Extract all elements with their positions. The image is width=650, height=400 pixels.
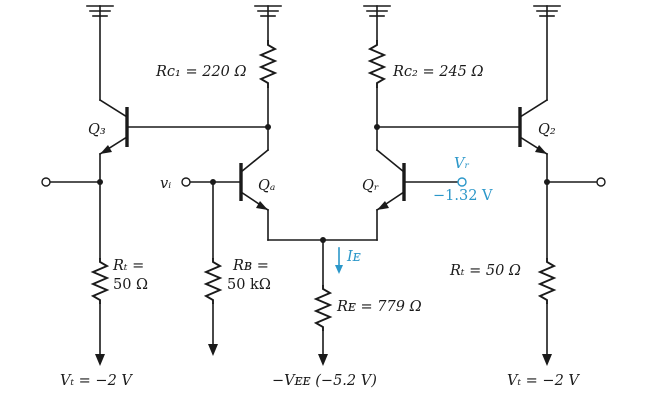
label-vr: Vᵣ	[454, 156, 470, 172]
arrow-down-vt-left	[95, 354, 105, 366]
label-qr: Qᵣ	[362, 178, 379, 194]
current-arrow-ie	[335, 248, 343, 274]
arrow-down-rb	[208, 344, 218, 356]
resistor-rb	[206, 258, 220, 304]
resistor-re	[316, 285, 330, 331]
label-ie: Iᴇ	[347, 249, 361, 265]
input-terminal-vi	[182, 178, 190, 186]
label-q2: Q₂	[538, 122, 556, 138]
output-terminal-right	[597, 178, 605, 186]
label-rt-right: Rₜ = 50 Ω	[450, 263, 521, 279]
resistor-rc2	[370, 40, 384, 88]
transistor-q2	[377, 100, 547, 154]
label-rt-left-name: Rₜ =	[113, 258, 145, 274]
label-vt-left: Vₜ = −2 V	[60, 373, 132, 389]
resistor-rt-left	[93, 258, 107, 304]
arrow-down-vt-right	[542, 354, 552, 366]
label-vi: vᵢ	[160, 176, 172, 192]
ground-symbol-rc2	[364, 6, 390, 40]
label-vr-value: −1.32 V	[433, 188, 493, 204]
label-vee: −Vᴇᴇ (−5.2 V)	[272, 373, 377, 389]
label-q3: Q₃	[88, 122, 106, 138]
ground-symbol-q3	[87, 6, 113, 100]
label-rb-name: Rʙ =	[233, 258, 269, 274]
ground-symbol-q2	[534, 6, 560, 100]
resistor-rt-right	[540, 258, 554, 304]
transistor-q3	[100, 100, 268, 154]
reference-terminal-vr	[458, 178, 466, 186]
label-rc2: Rᴄ₂ = 245 Ω	[393, 64, 484, 80]
arrow-down-vee	[318, 354, 328, 366]
label-vt-right: Vₜ = −2 V	[507, 373, 579, 389]
label-rc1: Rᴄ₁ = 220 Ω	[156, 64, 247, 80]
output-terminal-left	[42, 178, 50, 186]
ground-symbol-rc1	[255, 6, 281, 40]
label-re: Rᴇ = 779 Ω	[337, 299, 422, 315]
transistor-qr	[377, 150, 404, 210]
label-rb-value: 50 kΩ	[227, 277, 271, 293]
resistor-rc1	[261, 40, 275, 88]
label-qa: Qₐ	[258, 178, 276, 194]
label-rt-left-value: 50 Ω	[113, 277, 149, 293]
